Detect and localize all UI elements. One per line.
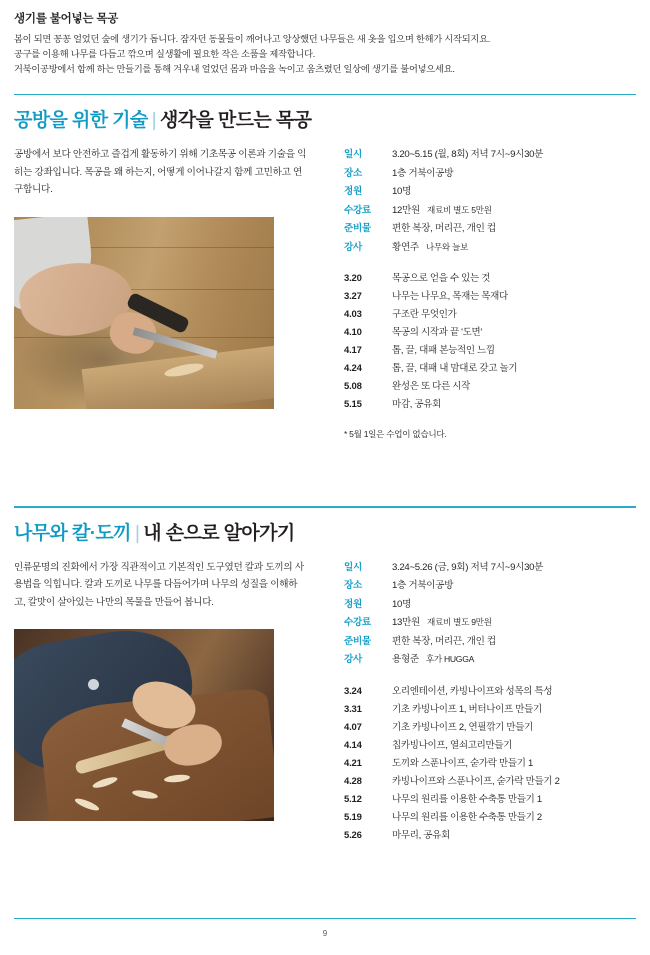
section-2-columns — [14, 559, 636, 846]
info-value: 10명 — [392, 598, 412, 610]
schedule-row — [344, 720, 560, 738]
section-1-heading — [14, 109, 636, 133]
info-label: 일시 — [344, 149, 362, 161]
info-value-main: 12만원 — [392, 204, 421, 216]
schedule-date: 3.27 — [344, 291, 362, 303]
intro-block — [14, 0, 636, 77]
section-2-title-sub: 내 손으로 알아가기 — [143, 522, 295, 544]
section-2-heading — [14, 522, 636, 546]
info-label: 강사 — [344, 241, 362, 253]
info-value-main: 13만원 — [392, 617, 421, 629]
schedule-row — [344, 828, 560, 846]
schedule-date: 3.24 — [344, 685, 362, 697]
schedule-row — [344, 810, 560, 828]
section-1-description: 공방에서 보다 안전하고 즐겁게 활동하기 위해 기초목공 이론과 기술을 익히는 강좌입니다. 목공을 왜 하는지, 어떻게 이어나갈지 함께 고민하고 연구합니다. — [14, 149, 307, 196]
schedule-date: 3.31 — [344, 703, 362, 715]
schedule-date: 4.21 — [344, 757, 362, 769]
schedule-row — [344, 684, 560, 702]
schedule-topic: 오리엔테이션, 카빙나이프와 성목의 특성 — [392, 685, 553, 697]
schedule-row — [344, 307, 517, 325]
section-1-title-bar: | — [151, 110, 156, 132]
schedule-topic: 카빙나이프와 스푼나이프, 숟가락 만들기 2 — [392, 775, 560, 787]
schedule-date: 4.07 — [344, 721, 362, 733]
section-2-title-bar: | — [134, 522, 140, 544]
info-value: 10명 — [392, 186, 412, 198]
info-label: 준비물 — [344, 223, 371, 235]
info-value: 3.20~5.15 (월, 8회) 저녁 7시~9시30분 — [392, 149, 544, 161]
course-section-1 — [14, 109, 636, 440]
schedule-date: 4.24 — [344, 363, 362, 375]
info-value-extra: 후가 HUGGA — [425, 654, 475, 665]
schedule-row — [344, 325, 517, 343]
info-row — [344, 633, 543, 652]
info-label: 정원 — [344, 598, 362, 610]
schedule-topic: 나무는 나무요, 목재는 목재다 — [392, 291, 508, 303]
schedule-topic: 기초 카빙나이프 2, 연필깎기 만들기 — [392, 721, 533, 733]
schedule-row — [344, 397, 517, 415]
info-row — [344, 651, 543, 670]
schedule-date: 4.03 — [344, 309, 362, 321]
info-row — [344, 165, 543, 184]
info-label: 준비물 — [344, 635, 371, 647]
info-row — [344, 577, 543, 596]
schedule-row — [344, 361, 517, 379]
section-1-right-column — [322, 146, 636, 440]
info-value: 3.24~5.26 (금, 9회) 저녁 7시~9시30분 — [392, 561, 544, 573]
divider-top — [14, 94, 636, 95]
schedule-row — [344, 289, 517, 307]
info-label: 수강료 — [344, 204, 371, 216]
schedule-row — [344, 756, 560, 774]
info-value: 편한 복장, 머리끈, 개인 컵 — [392, 635, 496, 647]
section-2-right-column — [322, 559, 636, 846]
info-value: 1층 거북이공방 — [392, 580, 454, 592]
section-1-title-sub: 생각을 만드는 목공 — [159, 110, 312, 132]
info-value — [392, 651, 543, 670]
divider-middle — [14, 506, 636, 507]
info-label: 장소 — [344, 167, 362, 179]
section-1-note: * 5월 1일은 수업이 없습니다. — [344, 429, 447, 440]
schedule-row — [344, 379, 517, 397]
info-row — [344, 220, 543, 239]
schedule-row — [344, 792, 560, 810]
schedule-date: 5.26 — [344, 829, 362, 841]
page-number: 9 — [322, 929, 328, 938]
schedule-topic: 목공으로 얻을 수 있는 것 — [392, 273, 491, 285]
section-1-title-main: 공방을 위한 기술 — [14, 110, 148, 132]
info-value: 1층 거북이공방 — [392, 167, 454, 179]
info-label: 강사 — [344, 654, 362, 666]
section-2-title-main: 나무와 칼·도끼 — [14, 522, 131, 544]
info-value — [392, 202, 543, 221]
info-value-main: 황연주 — [392, 241, 419, 253]
section-2-photo — [14, 629, 274, 821]
intro-title: 생기를 불어넣는 목공 — [14, 13, 119, 25]
schedule-row — [344, 702, 560, 720]
schedule-topic: 나무의 원리를 이용한 수축통 만들기 2 — [392, 811, 542, 823]
course-section-2 — [14, 522, 636, 846]
divider-footer — [14, 918, 636, 919]
section-2-info-table — [344, 559, 543, 670]
schedule-date: 4.17 — [344, 345, 362, 357]
section-1-photo — [14, 217, 274, 409]
schedule-topic: 톱, 끌, 대패 본능적인 느낌 — [392, 345, 495, 357]
info-label: 장소 — [344, 580, 362, 592]
info-row — [344, 614, 543, 633]
section-2-schedule-table — [344, 684, 560, 846]
info-row — [344, 239, 543, 258]
info-row — [344, 596, 543, 615]
schedule-date: 4.28 — [344, 775, 362, 787]
section-1-info-table — [344, 146, 543, 257]
schedule-date: 5.19 — [344, 811, 362, 823]
schedule-date: 3.20 — [344, 273, 362, 285]
schedule-row — [344, 343, 517, 361]
section-1-left-column — [14, 146, 322, 440]
intro-line-2: 공구를 이용해 나무를 다듬고 깎으며 실생활에 필요한 작은 소품을 제작합니다. — [14, 49, 316, 59]
schedule-topic: 구조란 무엇인가 — [392, 309, 457, 321]
info-value-extra: 재료비 별도 5만원 — [427, 204, 492, 215]
schedule-topic: 칩카빙나이프, 열쇠고리만들기 — [392, 739, 513, 751]
info-value — [392, 239, 543, 258]
info-label: 수강료 — [344, 617, 371, 629]
schedule-topic: 톱, 끌, 대패 내 맘대로 갖고 놀기 — [392, 363, 518, 375]
schedule-topic: 기초 카빙나이프 1, 버터나이프 만들기 — [392, 703, 542, 715]
section-1-schedule-table — [344, 271, 517, 415]
section-2-left-column — [14, 559, 322, 846]
schedule-date: 4.14 — [344, 739, 362, 751]
info-value-main: 용형준 — [392, 654, 419, 666]
schedule-date: 5.12 — [344, 793, 362, 805]
schedule-topic: 마감, 공유회 — [392, 399, 442, 411]
intro-line-3: 거북이공방에서 함께 하는 만들기를 통해 겨우내 얼었던 몸과 마음을 녹이고 움츠렸던 일상에 생기를 불어넣으세요. — [14, 64, 455, 74]
schedule-topic: 도끼와 스푼나이프, 숟가락 만들기 1 — [392, 757, 533, 769]
schedule-row — [344, 271, 517, 289]
section-1-columns — [14, 146, 636, 440]
schedule-date: 4.10 — [344, 327, 362, 339]
schedule-row — [344, 738, 560, 756]
schedule-topic: 마무리, 공유회 — [392, 829, 450, 841]
intro-line-1: 봄이 되면 꽁꽁 얼었던 숲에 생기가 돕니다. 잠자던 동물들이 깨어나고 앙상했던 나무들은 새 옷을 입으며 한해가 시작되지요. — [14, 34, 491, 44]
info-value-extra: 재료비 별도 9만원 — [427, 617, 492, 628]
schedule-topic: 완성은 또 다른 시작 — [392, 381, 471, 393]
schedule-topic: 목공의 시작과 끝 '도면' — [392, 327, 482, 339]
info-row — [344, 183, 543, 202]
info-row — [344, 146, 543, 165]
schedule-date: 5.15 — [344, 399, 362, 411]
info-row — [344, 559, 543, 578]
info-value — [392, 614, 543, 633]
section-2-description: 인류문명의 진화에서 가장 직관적이고 기본적인 도구였던 칼과 도끼의 사용법을 익힙니다. 칼과 도끼로 나무를 다듬어가며 나무의 성질을 이해하고, 칼맛이 살아있는 나만의 목물을 만들어 봅니다. — [14, 561, 304, 608]
info-value-extra: 나무와 늘보 — [425, 241, 469, 252]
schedule-date: 5.08 — [344, 381, 362, 393]
schedule-row — [344, 774, 560, 792]
schedule-topic: 나무의 원리를 이용한 수축통 만들기 1 — [392, 793, 542, 805]
info-label: 정원 — [344, 186, 362, 198]
info-label: 일시 — [344, 561, 362, 573]
info-row — [344, 202, 543, 221]
info-value: 편한 복장, 머리끈, 개인 컵 — [392, 223, 496, 235]
